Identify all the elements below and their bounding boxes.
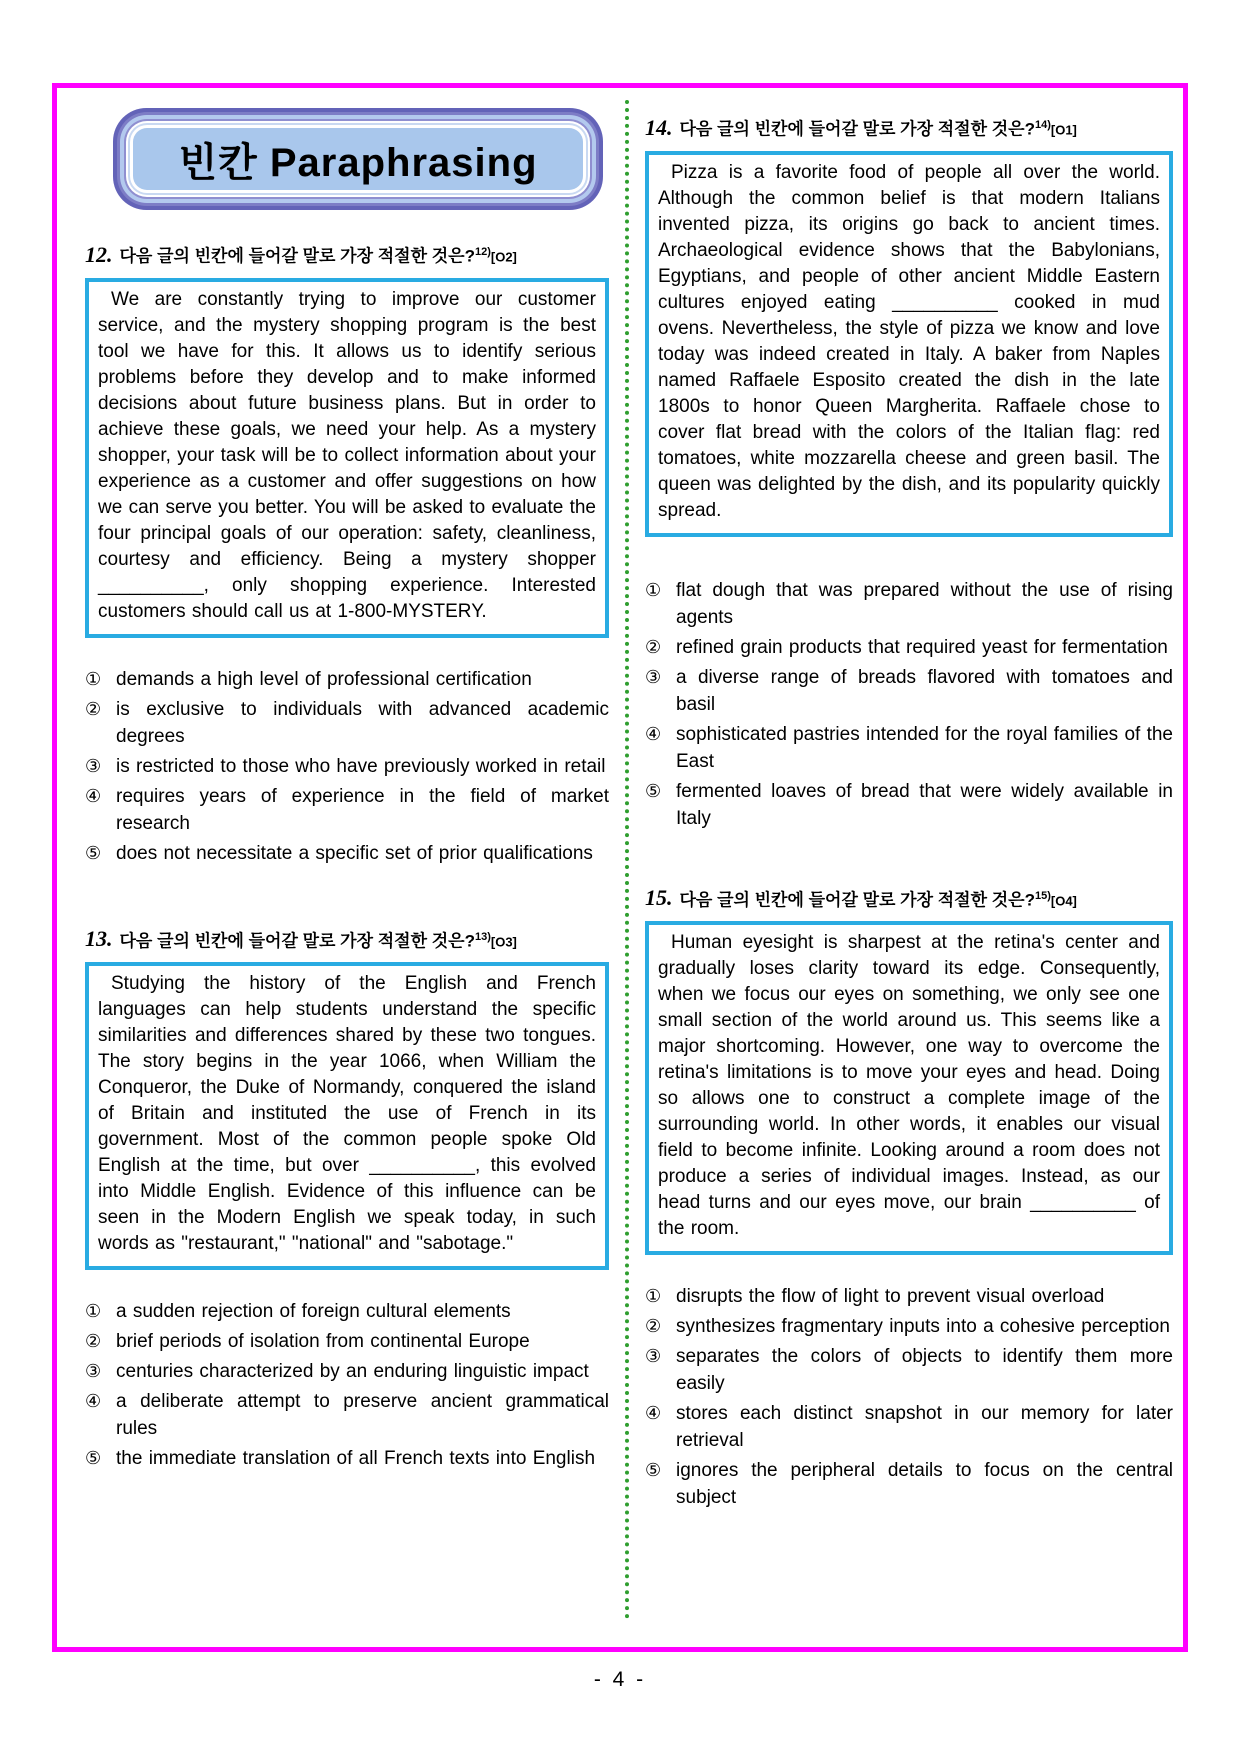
choice-text: flat dough that was prepared without the use of rising agents bbox=[676, 579, 1173, 628]
question-number: 14. bbox=[645, 114, 673, 140]
choice-text: stores each distinct snapshot in our memory for later retrieval bbox=[676, 1403, 1173, 1452]
choice-text: is restricted to those who have previously worked in retail bbox=[116, 755, 606, 777]
question-number: 12. bbox=[85, 241, 113, 267]
choice-marker: ⑤ bbox=[85, 1448, 102, 1469]
question-source-tag: [O2] bbox=[490, 249, 517, 265]
question-source-tag: [O1] bbox=[1050, 122, 1077, 138]
question-13-header bbox=[85, 925, 609, 955]
passage-box bbox=[645, 921, 1173, 1255]
choice-text: requires years of experience in the field of market research bbox=[116, 785, 609, 834]
choice-marker: ③ bbox=[85, 755, 102, 776]
choices-list bbox=[85, 1298, 609, 1472]
choice-item bbox=[645, 721, 1173, 775]
choice-marker: ④ bbox=[85, 785, 102, 806]
choice-text: separates the colors of objects to identify them more easily bbox=[676, 1346, 1173, 1395]
question-14-header bbox=[645, 113, 1173, 143]
choices-list bbox=[85, 666, 609, 867]
question-15-header bbox=[645, 884, 1173, 914]
choice-text: ignores the peripheral details to focus on the central subject bbox=[676, 1460, 1173, 1509]
choice-marker: ② bbox=[85, 698, 102, 719]
choice-marker: ⑤ bbox=[85, 842, 102, 863]
question-footnote: 13) bbox=[474, 930, 491, 943]
passage-box bbox=[85, 278, 609, 638]
choice-text: the immediate translation of all French texts into English bbox=[116, 1448, 596, 1470]
choices-list bbox=[645, 1283, 1173, 1511]
choice-item bbox=[85, 840, 609, 867]
question-footnote: 12) bbox=[474, 246, 491, 258]
page-frame bbox=[52, 83, 1188, 1652]
left-column bbox=[85, 88, 609, 1475]
question-12 bbox=[85, 240, 609, 867]
choice-item bbox=[645, 778, 1173, 832]
choice-text: synthesizes fragmentary inputs into a cohesive perception bbox=[676, 1316, 1170, 1338]
question-prompt: 다음 글의 빈칸에 들어갈 말로 가장 적절한 것은? bbox=[679, 890, 1035, 910]
question-source-tag: [O3] bbox=[490, 934, 517, 950]
choice-marker: ① bbox=[85, 668, 102, 689]
choices-list bbox=[645, 577, 1173, 832]
question-source-tag: [O4] bbox=[1050, 893, 1077, 909]
page-title: 빈칸 Paraphrasing bbox=[178, 140, 538, 185]
question-15 bbox=[645, 884, 1173, 1512]
right-column bbox=[645, 113, 1173, 1514]
choice-text: is exclusive to individuals with advanced academic degrees bbox=[116, 698, 609, 747]
passage-text: Studying the history of the English and French languages can help students understand the specific similarities and differences shared by these two tongues. The story begins in the year 1066, when William the Conqueror, the Duke of Normandy, conquered the island of Britain and instituted the use of French in its government. Most of the common people spoke Old English at the time, but over __________, this evolved into Middle English. Evidence of this influence can be seen in the Modern English we speak today, in such words as "restaurant," "national" and "sabotage." bbox=[98, 973, 596, 1255]
passage-box bbox=[85, 962, 609, 1270]
choice-text: centuries characterized by an enduring linguistic impact bbox=[116, 1361, 589, 1383]
choice-marker: ② bbox=[645, 1316, 662, 1337]
title-badge-inner bbox=[133, 128, 583, 190]
choice-text: sophisticated pastries intended for the royal families of the East bbox=[676, 723, 1173, 772]
question-12-header bbox=[85, 240, 609, 270]
choice-item bbox=[85, 1358, 609, 1385]
question-14 bbox=[645, 113, 1173, 832]
choice-marker: ① bbox=[645, 579, 662, 600]
question-prompt: 다음 글의 빈칸에 들어갈 말로 가장 적절한 것은? bbox=[119, 246, 475, 266]
passage-text: We are constantly trying to improve our customer service, and the mystery shopping program is the best tool we have for this. It allows us to identify serious problems before they develop and to make informed decisions about future business plans. But in order to achieve these goals, we need your help. As a mystery shopper, your task will be to collect information about your experience as a customer and offer suggestions on how we can serve you better. You will be asked to evaluate the four principal goals of our operation: safety, cleanliness, courtesy and efficiency. Being a mystery shopper __________, only shopping experience. Interested customers should call us at 1-800-MYSTERY. bbox=[98, 288, 596, 622]
choice-marker: ① bbox=[85, 1301, 102, 1322]
question-prompt: 다음 글의 빈칸에 들어갈 말로 가장 적절한 것은? bbox=[119, 931, 475, 951]
choice-marker: ④ bbox=[645, 1403, 662, 1424]
choice-marker: ② bbox=[85, 1331, 102, 1352]
choice-marker: ⑤ bbox=[645, 1460, 662, 1481]
choice-item bbox=[645, 634, 1173, 661]
question-footnote: 15) bbox=[1034, 889, 1051, 902]
choice-item bbox=[85, 783, 609, 837]
choice-text: a sudden rejection of foreign cultural elements bbox=[116, 1301, 511, 1323]
choice-text: fermented loaves of bread that were widely available in Italy bbox=[676, 780, 1173, 829]
choice-item bbox=[645, 1457, 1173, 1511]
choice-marker: ③ bbox=[85, 1361, 102, 1382]
choice-item bbox=[645, 1343, 1173, 1397]
choice-item bbox=[85, 1388, 609, 1442]
choice-marker: ② bbox=[645, 636, 662, 657]
choice-item bbox=[645, 1313, 1173, 1340]
choice-item bbox=[645, 664, 1173, 718]
choice-marker: ③ bbox=[645, 1346, 662, 1367]
choice-item bbox=[85, 1328, 609, 1355]
passage-box bbox=[645, 151, 1173, 537]
choice-text: a diverse range of breads flavored with tomatoes and basil bbox=[676, 666, 1173, 715]
question-prompt: 다음 글의 빈칸에 들어갈 말로 가장 적절한 것은? bbox=[679, 119, 1035, 139]
title-badge bbox=[133, 128, 583, 190]
choice-text: does not necessitate a specific set of prior qualifications bbox=[116, 842, 593, 864]
choice-marker: ④ bbox=[85, 1391, 102, 1412]
choice-text: demands a high level of professional certification bbox=[116, 668, 532, 690]
choice-item bbox=[645, 1283, 1173, 1310]
question-number: 15. bbox=[645, 885, 673, 911]
choice-item bbox=[645, 577, 1173, 631]
choice-text: brief periods of isolation from continental Europe bbox=[116, 1331, 530, 1353]
choice-item bbox=[85, 1298, 609, 1325]
choice-marker: ③ bbox=[645, 666, 662, 687]
passage-text: Pizza is a favorite food of people all over the world. Although the common belief is that modern Italians invented pizza, its origins go back to ancient times. Archaeological evidence shows that the Babylonians, Egyptians, and people of other ancient Middle Eastern cultures enjoyed eating __________ cooked in mud ovens. Nevertheless, the style of pizza we know and love today was indeed created in Italy. A baker from Naples named Raffaele Esposito created the dish in the late 1800s to honor Queen Margherita. Raffaele chose to cover flat bread with the colors of the Italian flag: red tomatoes, white mozzarella cheese and green basil. The queen was delighted by the dish, and its popularity quickly spread. bbox=[658, 161, 1160, 521]
page-number: - 4 - bbox=[593, 1668, 647, 1691]
choice-text: refined grain products that required yeast for fermentation bbox=[676, 636, 1168, 658]
choice-marker: ① bbox=[645, 1286, 662, 1307]
choice-text: a deliberate attempt to preserve ancient grammatical rules bbox=[116, 1391, 609, 1440]
question-13 bbox=[85, 925, 609, 1473]
passage-text: Human eyesight is sharpest at the retina's center and gradually loses clarity toward its edge. Consequently, when we focus our eyes on something, we only see one small section of the world around us. This seems like a major shortcoming. However, one way to overcome the retina's limitations is to move your eyes and head. Doing so allows one to construct a complete image of the surrounding world. In other words, it enables our visual field to become infinite. Looking around a room does not produce a series of individual images. Instead, as our head turns and our eyes move, our brain __________ of the room. bbox=[658, 932, 1160, 1240]
choice-marker: ④ bbox=[645, 723, 662, 744]
choice-item bbox=[85, 753, 609, 780]
choice-item bbox=[85, 696, 609, 750]
choice-item bbox=[85, 666, 609, 693]
choice-item bbox=[85, 1445, 609, 1472]
choice-text: disrupts the flow of light to prevent visual overload bbox=[676, 1286, 1105, 1308]
column-divider bbox=[625, 100, 629, 1620]
question-footnote: 14) bbox=[1034, 119, 1051, 131]
choice-item bbox=[645, 1400, 1173, 1454]
question-number: 13. bbox=[85, 926, 113, 952]
choice-marker: ⑤ bbox=[645, 780, 662, 801]
